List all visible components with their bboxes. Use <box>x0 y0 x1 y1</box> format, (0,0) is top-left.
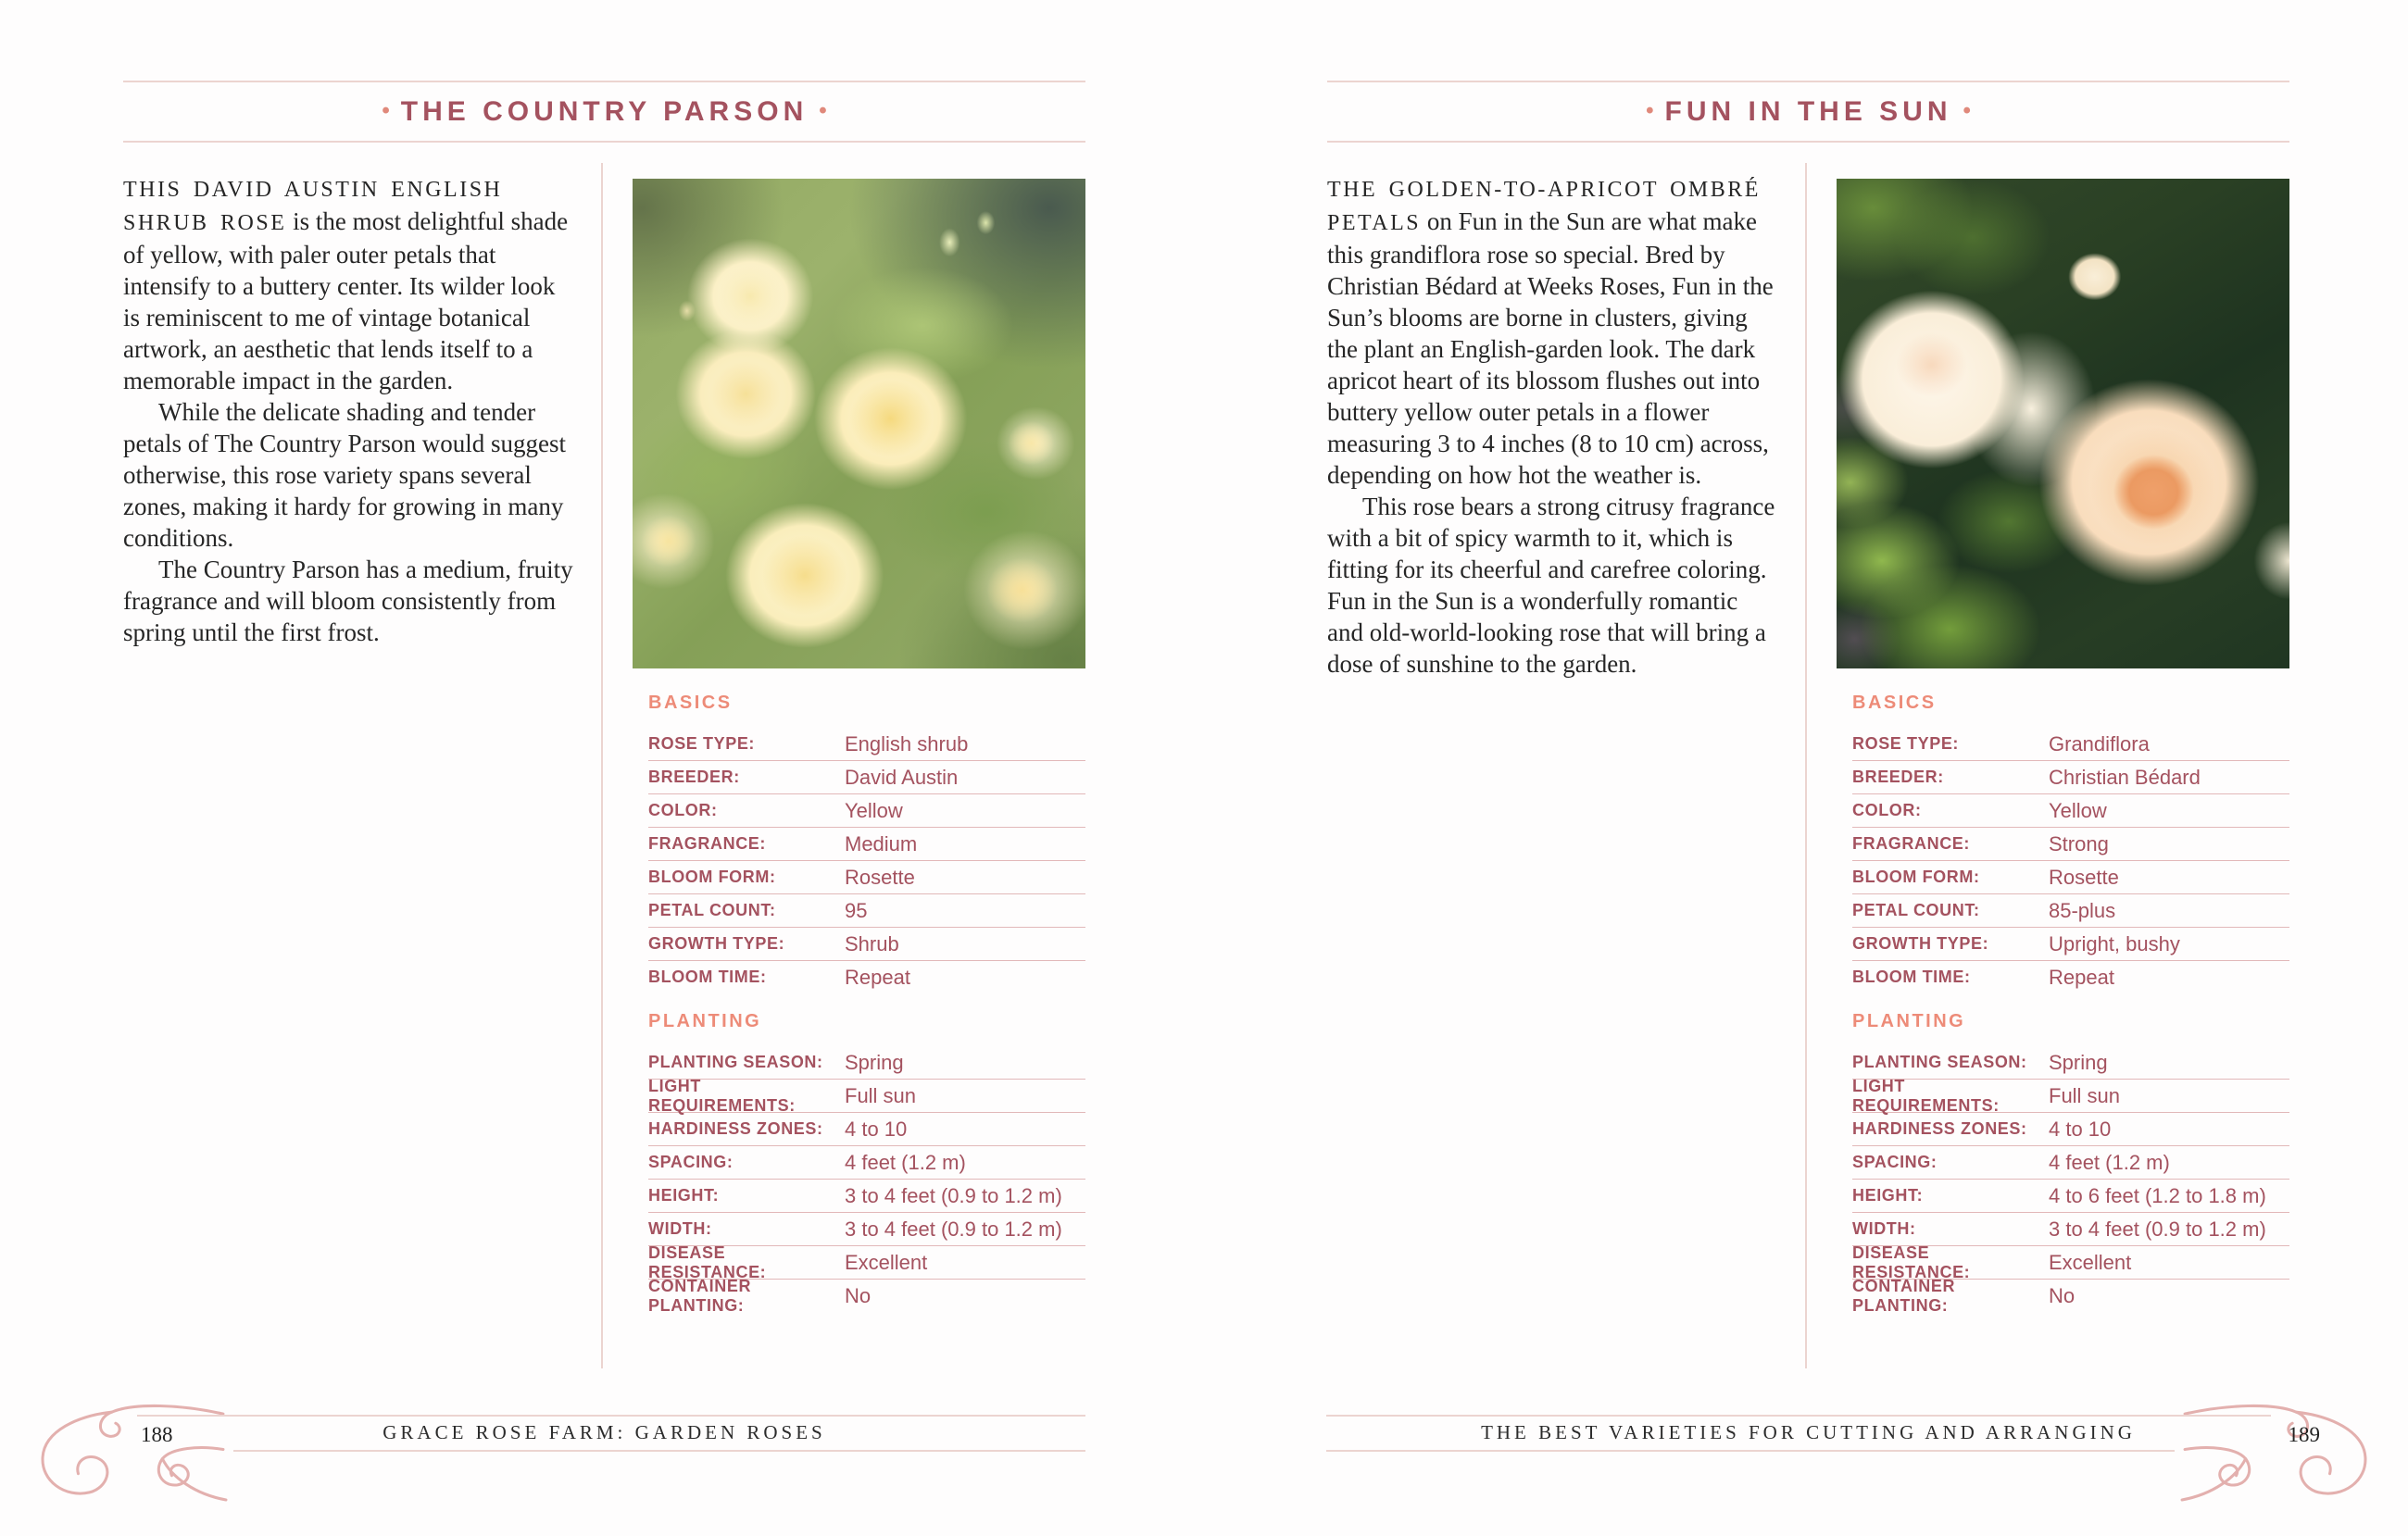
body-copy <box>1327 172 1777 680</box>
row-value: Grandiflora <box>2049 731 2150 756</box>
row-value: Yellow <box>2049 798 2107 822</box>
title-dot-icon: • <box>819 98 827 123</box>
row-label: LIGHT REQUIREMENTS: <box>1852 1076 2000 1115</box>
row-value: Medium <box>845 831 918 855</box>
column-divider <box>1805 163 1807 1368</box>
table-row <box>648 1046 1085 1080</box>
row-label: BLOOM TIME: <box>1852 968 1971 986</box>
paragraph-text: is the most delightful shade of yellow, with paler outer petals that intensify to a buttery center. Its wilder look is reminiscent to me of vintage botanical artwork, an aesthetic that lends itself to a memorable impact in the garden. <box>123 207 569 394</box>
paragraph: The Country Parson has a medium, fruity fragrance and will bloom consistently from spring until the first frost. <box>123 556 573 646</box>
row-label: BREEDER: <box>1852 768 1944 786</box>
rose-photo <box>1837 179 2289 668</box>
row-value: No <box>845 1283 872 1307</box>
row-label: COLOR: <box>1852 801 1922 819</box>
table-row <box>648 861 1085 894</box>
table-row <box>648 1076 1085 1115</box>
paragraph <box>123 172 573 396</box>
footer-rule-top <box>1326 1415 2271 1417</box>
row-label: BREEDER: <box>648 768 740 786</box>
row-value: 4 feet (1.2 m) <box>845 1150 966 1174</box>
page-number: 189 <box>2288 1423 2320 1446</box>
row-value: 4 to 6 feet (1.2 to 1.8 m) <box>2049 1183 2266 1207</box>
table-row <box>1852 1113 2289 1146</box>
row-value: Yellow <box>845 798 903 822</box>
row-label: BLOOM FORM: <box>1852 868 1980 886</box>
table-row <box>648 1180 1085 1213</box>
row-value: Excellent <box>2049 1250 2132 1274</box>
row-label: WIDTH: <box>648 1219 712 1238</box>
row-label: LIGHT REQUIREMENTS: <box>648 1076 796 1115</box>
row-value: Christian Bédard <box>2049 765 2201 789</box>
table-row <box>1852 728 2289 761</box>
row-value: English shrub <box>845 731 969 756</box>
row-label: GROWTH TYPE: <box>1852 934 1989 953</box>
table-row <box>648 928 1085 961</box>
table-row <box>1852 1076 2289 1115</box>
row-value: Full sun <box>2049 1083 2121 1107</box>
row-value: 85-plus <box>2049 898 2116 922</box>
row-label: FRAGRANCE: <box>1852 834 1970 853</box>
table-row <box>1852 961 2289 993</box>
basics-section-header: BASICS <box>1852 693 1937 713</box>
row-label: WIDTH: <box>1852 1219 1916 1238</box>
running-footer: GRACE ROSE FARM: GARDEN ROSES <box>383 1421 826 1443</box>
table-row <box>1852 794 2289 828</box>
table-row <box>648 961 1085 993</box>
table-row <box>1852 1276 2289 1315</box>
table-row <box>648 828 1085 861</box>
row-label: SPACING: <box>1852 1153 1938 1171</box>
row-value: No <box>2049 1283 2076 1307</box>
row-label: GROWTH TYPE: <box>648 934 785 953</box>
header-rule-bottom <box>123 141 1085 143</box>
row-value: 3 to 4 feet (0.9 to 1.2 m) <box>845 1183 1062 1207</box>
table-row <box>1852 761 2289 794</box>
basics-table <box>1852 728 2289 993</box>
table-row <box>1852 828 2289 861</box>
footer-rule-bottom <box>1326 1450 2175 1452</box>
table-row <box>648 894 1085 928</box>
column-divider <box>601 163 603 1368</box>
row-value: 4 to 10 <box>2049 1117 2112 1141</box>
row-label: ROSE TYPE: <box>648 734 756 753</box>
row-value: Strong <box>2049 831 2109 855</box>
row-label: HARDINESS ZONES: <box>648 1119 823 1138</box>
footer-rule-top <box>137 1415 1085 1417</box>
row-label: HEIGHT: <box>1852 1186 1924 1205</box>
table-row <box>1852 1243 2289 1281</box>
footer-rule-bottom <box>233 1450 1085 1452</box>
title-dot-icon: • <box>382 98 390 123</box>
table-row <box>648 1243 1085 1281</box>
paragraph: While the delicate shading and tender petals of The Country Parson would suggest otherwise, this rose variety spans several zones, making it hardy for growing in many conditions. <box>123 398 566 552</box>
row-label: PLANTING SEASON: <box>648 1053 823 1071</box>
row-label: CONTAINER PLANTING: <box>648 1276 752 1315</box>
lead-in-text: THIS DAVID AUSTIN ENGLISH SHRUB ROSE <box>123 178 503 235</box>
page-title-text: THE COUNTRY PARSON <box>400 96 809 127</box>
table-row <box>648 1113 1085 1146</box>
table-row <box>1852 1146 2289 1180</box>
basics-section-header: BASICS <box>648 693 733 713</box>
row-value: 3 to 4 feet (0.9 to 1.2 m) <box>845 1217 1062 1241</box>
page-right <box>1204 0 2408 1536</box>
title-dot-icon: • <box>1646 98 1654 123</box>
row-value: Full sun <box>845 1083 917 1107</box>
lead-in-text: THE GOLDEN-TO-APRICOT OMBRÉ PETALS <box>1327 178 1761 235</box>
row-label: PETAL COUNT: <box>1852 901 1980 919</box>
row-value: 4 feet (1.2 m) <box>2049 1150 2170 1174</box>
row-value: Rosette <box>845 865 915 889</box>
table-row <box>648 794 1085 828</box>
table-row <box>648 1146 1085 1180</box>
header-rule-top <box>1327 81 2289 82</box>
row-label: HARDINESS ZONES: <box>1852 1119 2027 1138</box>
paragraph-text: on Fun in the Sun are what make this grandiflora rose so special. Bred by Christian Bédard at Weeks Roses, Fun in the Sun’s blooms are borne in clusters, giving the plant an English-garden look. The dark apricot heart of its blossom flushes out into buttery yellow outer petals in a flower measuring 3 to 4 inches (8 to 10 cm) across, depending on how hot the weather is. <box>1327 207 1774 489</box>
row-label: DISEASE RESISTANCE: <box>1852 1243 1971 1281</box>
row-value: Excellent <box>845 1250 928 1274</box>
row-label: PETAL COUNT: <box>648 901 776 919</box>
table-row <box>1852 1213 2289 1246</box>
table-row <box>648 728 1085 761</box>
table-row <box>648 761 1085 794</box>
rose-photo <box>633 179 1085 668</box>
row-label: COLOR: <box>648 801 718 819</box>
row-value: David Austin <box>845 765 959 789</box>
planting-table <box>648 1046 1085 1315</box>
body-copy <box>123 172 573 648</box>
table-row <box>1852 1180 2289 1213</box>
header-rule-top <box>123 81 1085 82</box>
title-dot-icon: • <box>1963 98 1971 123</box>
row-value: Upright, bushy <box>2049 931 2180 955</box>
table-row <box>1852 1046 2289 1080</box>
planting-section-header: PLANTING <box>648 1011 762 1031</box>
page-title <box>123 92 1085 131</box>
row-label: ROSE TYPE: <box>1852 734 1960 753</box>
row-label: HEIGHT: <box>648 1186 720 1205</box>
paragraph <box>1327 172 1777 491</box>
row-label: SPACING: <box>648 1153 734 1171</box>
paragraph: This rose bears a strong citrusy fragrance with a bit of spicy warmth to it, which is fitting for its cheerful and carefree coloring. Fun in the Sun is a wonderfully romantic and old-world-looking rose that will bring a dose of sunshine to the garden. <box>1327 493 1775 678</box>
row-value: 3 to 4 feet (0.9 to 1.2 m) <box>2049 1217 2266 1241</box>
row-value: Repeat <box>2049 965 2114 989</box>
row-value: Spring <box>845 1050 904 1074</box>
row-value: Spring <box>2049 1050 2108 1074</box>
planting-section-header: PLANTING <box>1852 1011 1966 1031</box>
planting-table <box>1852 1046 2289 1315</box>
row-label: CONTAINER PLANTING: <box>1852 1276 1956 1315</box>
table-row <box>648 1276 1085 1315</box>
page-title-text: FUN IN THE SUN <box>1664 96 1952 127</box>
row-value: Repeat <box>845 965 910 989</box>
row-value: Rosette <box>2049 865 2119 889</box>
table-row <box>1852 894 2289 928</box>
page-title <box>1327 92 2289 131</box>
table-row <box>648 1213 1085 1246</box>
row-label: PLANTING SEASON: <box>1852 1053 2027 1071</box>
header-rule-bottom <box>1327 141 2289 143</box>
row-label: BLOOM TIME: <box>648 968 767 986</box>
running-footer: THE BEST VARIETIES FOR CUTTING AND ARRANGING <box>1481 1421 2136 1443</box>
row-label: BLOOM FORM: <box>648 868 776 886</box>
row-label: DISEASE RESISTANCE: <box>648 1243 767 1281</box>
row-label: FRAGRANCE: <box>648 834 766 853</box>
table-row <box>1852 928 2289 961</box>
basics-table <box>648 728 1085 993</box>
row-value: 95 <box>845 898 868 922</box>
page-number: 188 <box>141 1423 173 1446</box>
row-value: 4 to 10 <box>845 1117 908 1141</box>
row-value: Shrub <box>845 931 899 955</box>
table-row <box>1852 861 2289 894</box>
